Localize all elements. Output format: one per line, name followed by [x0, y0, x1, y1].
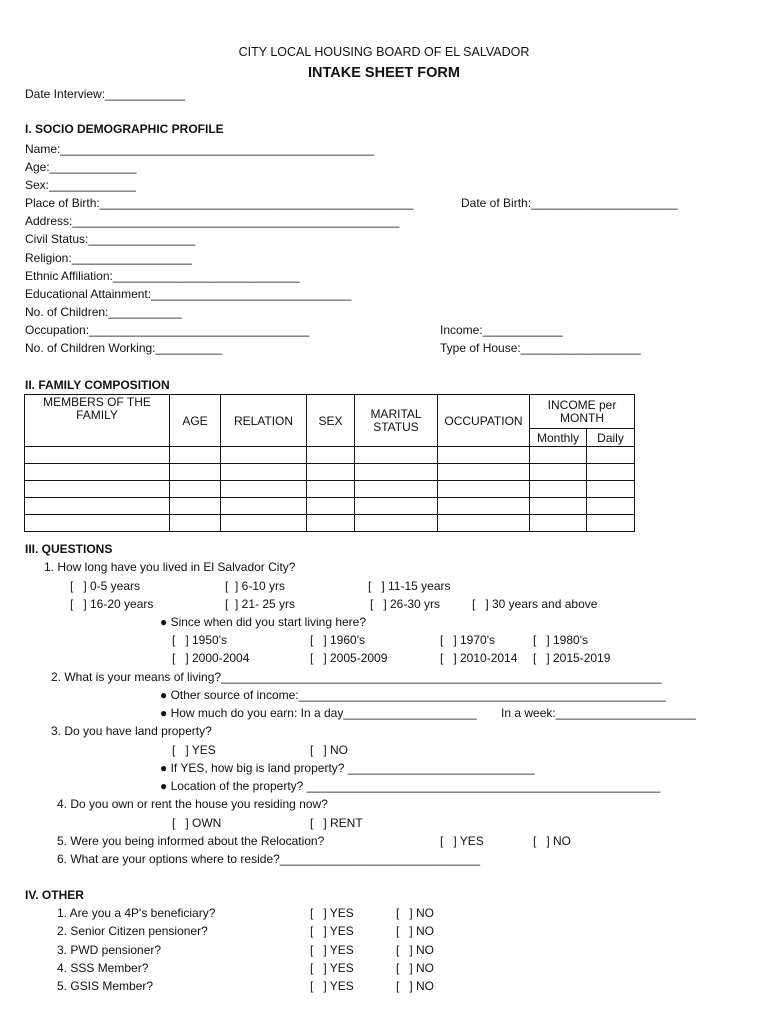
section-4-heading: IV. OTHER [25, 888, 84, 902]
question-1: 1. How long have you lived in El Salvador City? [44, 560, 296, 574]
name-field[interactable]: Name:_______________________________________________ [25, 142, 375, 156]
date-interview-field[interactable]: Date Interview:____________ [25, 87, 186, 101]
other-q3-yes[interactable]: [ ] YES [310, 943, 354, 957]
section-1-heading: I. SOCIO DEMOGRAPHIC PROFILE [25, 122, 224, 136]
q2-earn-day[interactable]: ● How much do you earn: In a day____________________ [160, 706, 477, 720]
type-of-house-field[interactable]: Type of House:__________________ [440, 341, 641, 355]
other-q3: 3. PWD pensioner? [57, 943, 162, 957]
form-title: INTAKE SHEET FORM [308, 65, 460, 81]
year-option-2005-2009[interactable]: [ ] 2005-2009 [310, 651, 388, 665]
col-income: INCOME per MONTH [530, 395, 635, 429]
q3-how-big[interactable]: ● If YES, how big is land property? ____________________________ [160, 761, 535, 775]
address-field[interactable]: Address:_________________________________________________ [25, 214, 400, 228]
other-q4-yes[interactable]: [ ] YES [310, 961, 354, 975]
col-monthly: Monthly [530, 429, 587, 447]
question-6[interactable]: 6. What are your options where to reside?______________________________ [57, 852, 480, 866]
civil-status-field[interactable]: Civil Status:________________ [25, 232, 196, 246]
col-relation: RELATION [221, 395, 307, 447]
question-2[interactable]: 2. What is your means of living?__________________________________________________________________ [51, 670, 662, 684]
question-5: 5. Were you being informed about the Relocation? [57, 834, 325, 848]
q5-no[interactable]: [ ] NO [533, 834, 572, 848]
religion-field[interactable]: Religion:__________________ [25, 251, 192, 265]
q3-no[interactable]: [ ] NO [310, 743, 349, 757]
date-of-birth-field[interactable]: Date of Birth:______________________ [461, 196, 678, 210]
table-row[interactable] [25, 498, 635, 515]
q1-option-21-25[interactable]: [ ] 21- 25 yrs [225, 597, 296, 611]
place-of-birth-field[interactable]: Place of Birth:_______________________________________________ [25, 196, 414, 210]
year-option-1950s[interactable]: [ ] 1950's [172, 633, 227, 647]
other-q4: 4. SSS Member? [57, 961, 149, 975]
occupation-field[interactable]: Occupation:_________________________________ [25, 323, 310, 337]
other-q2-yes[interactable]: [ ] YES [310, 924, 354, 938]
no-of-children-field[interactable]: No. of Children:___________ [25, 305, 182, 319]
year-option-2000-2004[interactable]: [ ] 2000-2004 [172, 651, 250, 665]
question-3: 3. Do you have land property? [51, 724, 212, 738]
q4-own[interactable]: [ ] OWN [172, 816, 222, 830]
year-option-2015-2019[interactable]: [ ] 2015-2019 [533, 651, 611, 665]
other-q2: 2. Senior Citizen pensioner? [57, 924, 208, 938]
q4-rent[interactable]: [ ] RENT [310, 816, 363, 830]
children-working-field[interactable]: No. of Children Working:__________ [25, 341, 223, 355]
other-q4-no[interactable]: [ ] NO [396, 961, 435, 975]
q1-option-6-10[interactable]: [ ] 6-10 yrs [225, 579, 286, 593]
col-age: AGE [170, 395, 221, 447]
q1-since-when: ● Since when did you start living here? [160, 615, 367, 629]
other-q1: 1. Are you a 4P's beneficiary? [57, 906, 216, 920]
q3-location[interactable]: ● Location of the property? _____________________________________________________ [160, 779, 661, 793]
table-row[interactable] [25, 481, 635, 498]
other-q1-no[interactable]: [ ] NO [396, 906, 435, 920]
other-q5: 5. GSIS Member? [57, 979, 154, 993]
q1-option-11-15[interactable]: [ ] 11-15 years [368, 579, 451, 593]
q2-other-income[interactable]: ● Other source of income:_______________________________________________________ [160, 688, 666, 702]
other-q3-no[interactable]: [ ] NO [396, 943, 435, 957]
section-2-heading: II. FAMILY COMPOSITION [25, 378, 170, 392]
table-row[interactable] [25, 447, 635, 464]
educational-attainment-field[interactable]: Educational Attainment:______________________________ [25, 287, 352, 301]
ethnic-affiliation-field[interactable]: Ethnic Affiliation:____________________________ [25, 269, 300, 283]
question-4: 4. Do you own or rent the house you residing now? [57, 797, 328, 811]
col-marital-status: MARITAL STATUS [355, 395, 438, 447]
q5-yes[interactable]: [ ] YES [440, 834, 484, 848]
age-field[interactable]: Age:_____________ [25, 160, 137, 174]
col-occupation: OCCUPATION [438, 395, 530, 447]
col-daily: Daily [587, 429, 635, 447]
family-composition-table [24, 394, 635, 532]
col-members: MEMBERS OF THE FAMILY [25, 395, 170, 447]
other-q5-yes[interactable]: [ ] YES [310, 979, 354, 993]
q3-yes[interactable]: [ ] YES [172, 743, 216, 757]
col-sex: SEX [307, 395, 355, 447]
q1-option-26-30[interactable]: [ ] 26-30 yrs [370, 597, 441, 611]
year-option-2010-2014[interactable]: [ ] 2010-2014 [440, 651, 518, 665]
year-option-1970s[interactable]: [ ] 1970's [440, 633, 495, 647]
organization-name: CITY LOCAL HOUSING BOARD OF EL SALVADOR [238, 45, 530, 59]
q2-earn-week[interactable]: In a week:_____________________ [501, 706, 696, 720]
other-q2-no[interactable]: [ ] NO [396, 924, 435, 938]
table-row[interactable] [25, 464, 635, 481]
table-row[interactable] [25, 515, 635, 532]
q1-option-30-above[interactable]: [ ] 30 years and above [472, 597, 598, 611]
year-option-1980s[interactable]: [ ] 1980's [533, 633, 588, 647]
sex-field[interactable]: Sex:_____________ [25, 178, 136, 192]
other-q1-yes[interactable]: [ ] YES [310, 906, 354, 920]
section-3-heading: III. QUESTIONS [25, 542, 113, 556]
q1-option-16-20[interactable]: [ ] 16-20 years [70, 597, 154, 611]
income-field[interactable]: Income:____________ [440, 323, 563, 337]
year-option-1960s[interactable]: [ ] 1960's [310, 633, 365, 647]
other-q5-no[interactable]: [ ] NO [396, 979, 435, 993]
q1-option-0-5[interactable]: [ ] 0-5 years [70, 579, 141, 593]
